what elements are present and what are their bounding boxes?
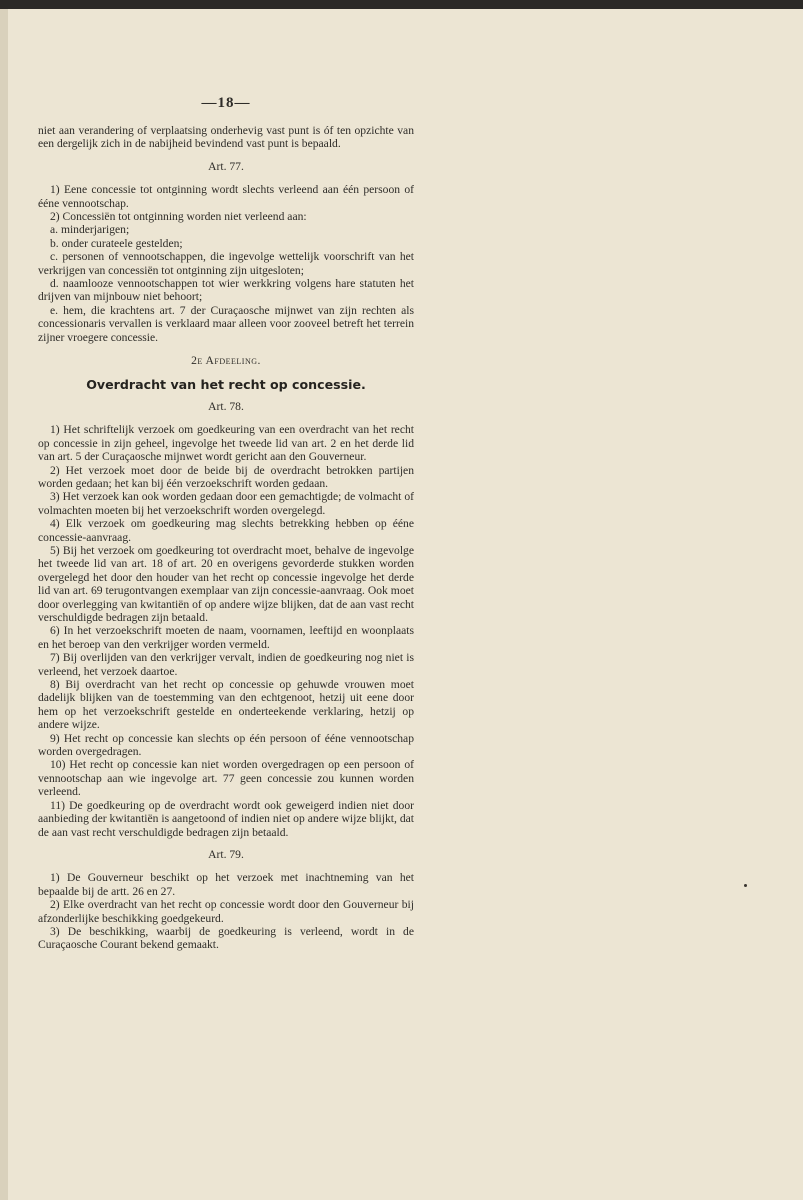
page-body: [38, 124, 414, 952]
art77-item-e: e. hem, die krachtens art. 7 der Curaçaosche mijnwet van zijn rechten als concessionaris vervallen is verklaard maar alleen voor zooveel betreft het terrein zijner vroegere concessie.: [38, 303, 414, 344]
page-left-edge: [0, 9, 8, 1200]
art77-para-2: 2) Concessiën tot ontginning worden niet verleend aan:: [50, 210, 307, 224]
art79-para-2: 2) Elke overdracht van het recht op concessie wordt door den Gouverneur bij afzonderlijke beschikking goedgekeurd.: [38, 898, 414, 925]
art77-item-a: a. minderjarigen;: [50, 223, 130, 237]
art77-item-b: b. onder curateele gestelden;: [50, 236, 183, 250]
scan-top-border: [0, 0, 803, 9]
art78-para-11: 11) De goedkeuring op de overdracht wordt ook geweigerd indien niet door aanbieding der kwitantiën is aangetoond of indien niet op andere wijze blijkt, dat de aan vast recht verschuldigde bedragen zijn betaald.: [38, 798, 414, 839]
art77-item-c: c. personen of vennootschappen, die ingevolge wettelijk voorschrift van het verkrijgen van concessiën tot ontginning zijn uitgesloten;: [38, 250, 414, 277]
article-77-title: Art. 77.: [208, 159, 244, 173]
page-number: —18—: [201, 95, 251, 111]
art78-para-8: 8) Bij overdracht van het recht op concessie op gehuwde vrouwen moet dadelijk blijken van de toestemming van den echtgenoot, hetzij uit eene door hem op het verzoekschrift gestelde en onderteekende verklaring, hetzij op andere wijze.: [38, 678, 414, 732]
art78-para-5: 5) Bij het verzoek om goedkeuring tot overdracht moet, behalve de ingevolge het tweede lid van art. 18 of art. 20 en overigens gevorderde stukken worden overgelegd het door den houder van het recht op concessie ingevolge het derde lid van art. 69 terugontvangen exemplaar van zijn concessie-aanvraag. Ook moet door overlegging van kwitantiën of op andere wijze blijken, dat de aan vast recht verschuldigde bedragen zijn betaald.: [38, 543, 414, 624]
art78-para-2: 2) Het verzoek moet door de beide bij de overdracht betrokken partijen worden gedaan; het kan bij één verzoekschrift worden gedaan.: [38, 463, 414, 490]
art78-para-6: 6) In het verzoekschrift moeten de naam, voornamen, leeftijd en woonplaats en het beroep van den verkrijger worden vermeld.: [38, 624, 414, 651]
section-label: 2e Afdeeling.: [191, 354, 261, 368]
intro-paragraph: niet aan verandering of verplaatsing onderhevig vast punt is óf ten opzichte van een dergelijk zich in de nabijheid bevindend vast punt is bepaald.: [38, 124, 414, 151]
art77-para-1: 1) Eene concessie tot ontginning wordt slechts verleend aan één persoon of ééne vennootschap.: [38, 183, 414, 210]
art78-para-7: 7) Bij overlijden van den verkrijger vervalt, indien de goedkeuring nog niet is verleend, het verzoek daartoe.: [38, 651, 414, 678]
art79-para-3: 3) De beschikking, waarbij de goedkeuring is verleend, wordt in de Curaçaosche Courant bekend gemaakt.: [38, 924, 414, 952]
scan-speck: [744, 884, 747, 887]
art79-para-1: 1) De Gouverneur beschikt op het verzoek met inachtneming van het bepaalde bij de artt. 26 en 27.: [38, 871, 414, 898]
article-79-title: Art. 79.: [208, 847, 244, 861]
art78-para-3: 3) Het verzoek kan ook worden gedaan door een gemachtigde; de volmacht of volmachten moeten bij het verzoekschrift worden overgelegd.: [38, 490, 414, 517]
article-78-title: Art. 78.: [208, 399, 244, 413]
art77-item-d: d. naamlooze vennootschappen tot wier werkkring volgens hare statuten het drijven van mijnbouw niet behoort;: [38, 277, 414, 304]
section-heading: Overdracht van het recht op concessie.: [86, 376, 366, 392]
art78-para-9: 9) Het recht op concessie kan slechts op één persoon of ééne vennootschap worden overgedragen.: [38, 731, 414, 759]
art78-para-1: 1) Het schriftelijk verzoek om goedkeuring van een overdracht van het recht op concessie in zijn geheel, ingevolge het tweede lid van art. 2 en het derde lid van art. 5 der Curaçaosche mijnwet wordt gericht aan den Gouverneur.: [38, 423, 414, 464]
art78-para-4: 4) Elk verzoek om goedkeuring mag slechts betrekking hebben op ééne concessie-aanvraag.: [38, 517, 414, 544]
art78-para-10: 10) Het recht op concessie kan niet worden overgedragen op een persoon of vennootschap aan wie ingevolge art. 77 geen concessie zou kunnen worden verleend.: [38, 758, 414, 799]
